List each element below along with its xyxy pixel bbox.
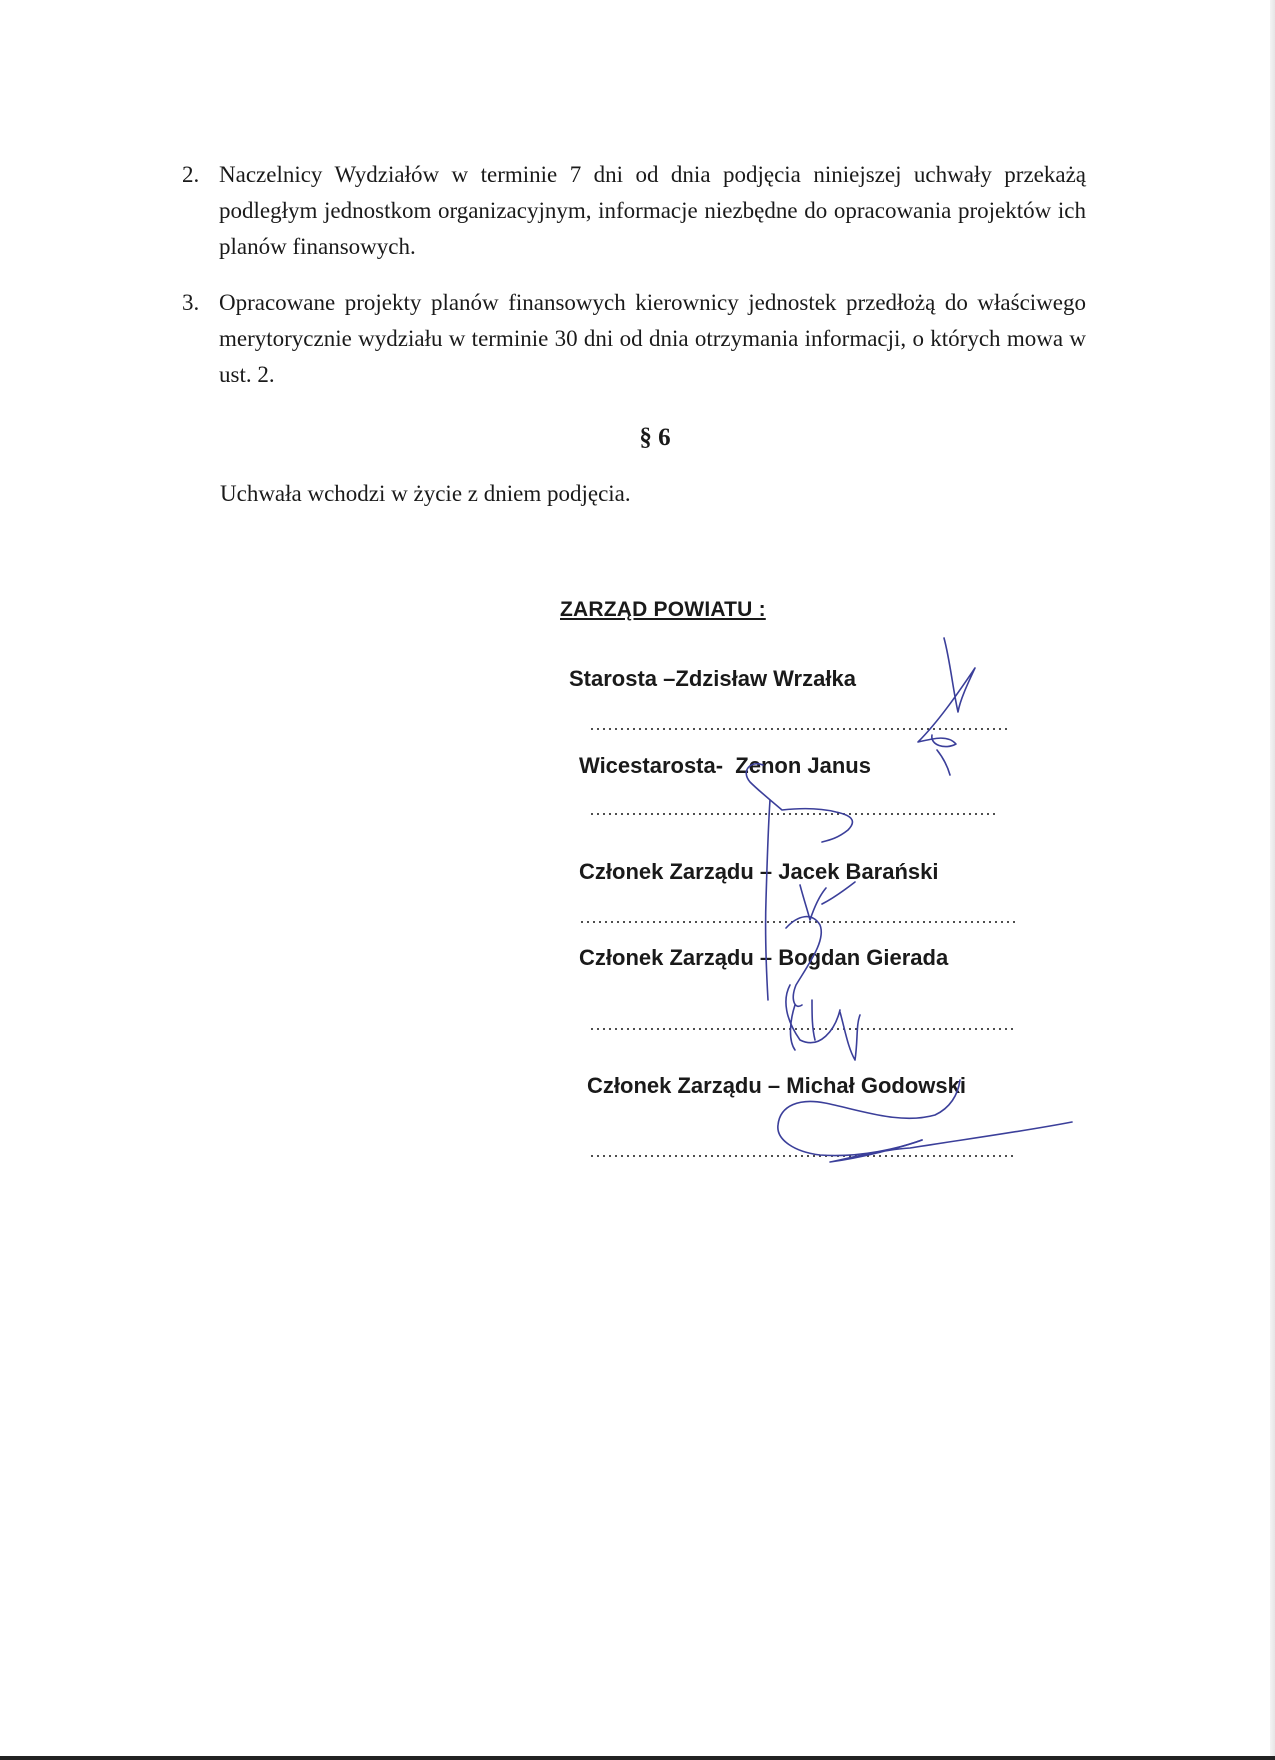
signature-line [579, 920, 1015, 924]
board-title: ZARZĄD POWIATU : [560, 598, 766, 621]
item-number: 3. [182, 290, 200, 315]
page-edge [1270, 0, 1275, 1760]
paragraph-item-2 [182, 157, 1086, 265]
member-name: Członek Zarządu – Bogdan Gierada [579, 945, 949, 970]
item-number: 2. [182, 162, 200, 187]
signature-line [589, 1154, 1015, 1158]
item-text: Opracowane projekty planów finansowych kierownicy jednostek przedłożą do właściwego merytorycznie wydziału w terminie 30 dni od dnia otrzymania informacji, o których mowa w ust. 2. [219, 290, 1086, 387]
closing-statement: Uchwała wchodzi w życie z dniem podjęcia. [220, 481, 631, 506]
member-name: Członek Zarządu – Michał Godowski [587, 1073, 966, 1098]
signature-line [589, 1027, 1015, 1031]
page-edge [0, 1756, 1275, 1760]
paragraph-item-3 [182, 285, 1086, 393]
member-name: Wicestarosta- Zenon Janus [579, 753, 871, 778]
signature-line [589, 812, 997, 816]
section-heading: § 6 [639, 424, 671, 451]
item-text: Naczelnicy Wydziałów w terminie 7 dni od dnia podjęcia niniejszej uchwały przekażą podległym jednostkom organizacyjnym, informacje niezbędne do opracowania projektów ich planów finansowych. [219, 162, 1086, 259]
member-name: Starosta –Zdzisław Wrzałka [569, 666, 856, 691]
member-name: Członek Zarządu – Jacek Barański [579, 859, 939, 884]
signature-line [589, 727, 1009, 731]
